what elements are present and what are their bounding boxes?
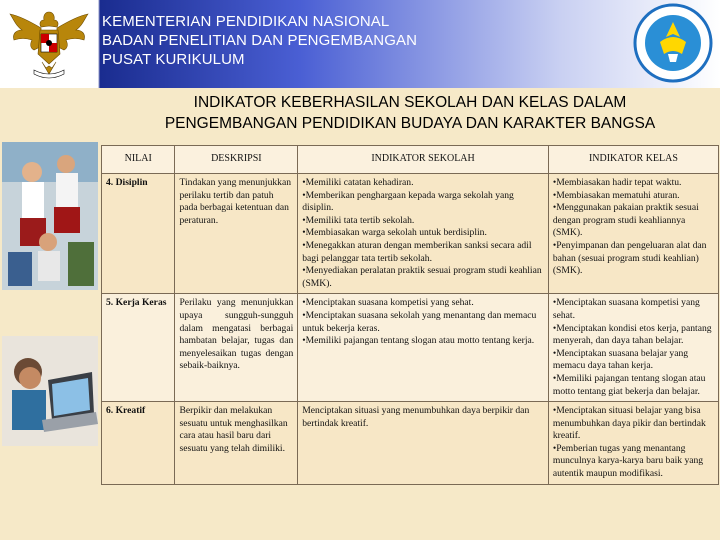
indikator-kelas-cell	[548, 402, 718, 485]
indicator-item: •Memiliki pajangan tentang slogan atau motto tentang giat bekerja dan belajar.	[552, 372, 706, 397]
indikator-sekolah-cell	[298, 294, 549, 402]
table-row	[102, 402, 719, 485]
column-header-indikator-sekolah: INDIKATOR SEKOLAH	[298, 146, 549, 174]
indicator-item: •Membiasakan warga sekolah untuk berdisiplin.	[302, 227, 487, 239]
header-line-2: BADAN PENELITIAN DAN PENGEMBANGAN	[102, 32, 418, 49]
indicator-item: •Menciptakan suasana kompetisi yang sehat.	[552, 297, 700, 321]
nilai-cell: 6. Kreatif	[102, 402, 175, 485]
indikator-kelas-cell	[548, 294, 718, 402]
indikator-kelas-cell	[548, 174, 718, 294]
table-header-row	[102, 146, 719, 174]
deskripsi-cell: Berpikir dan melakukan sesuatu untuk menghasilkan cara atau hasil baru dari sesuatu yang telah dimiliki.	[175, 402, 298, 485]
tut-wuri-handayani-icon	[630, 2, 716, 84]
indicator-item: •Memberikan penghargaan kepada warga sekolah yang disiplin.	[302, 189, 514, 214]
header-line-1: KEMENTERIAN PENDIDIKAN NASIONAL	[102, 13, 390, 30]
indicator-item: •Memiliki tata tertib sekolah.	[302, 214, 415, 226]
indicator-table	[101, 145, 719, 485]
deskripsi-cell: Perilaku yang menunjukkan upaya sungguh-sungguh dalam mengatasi berbagai hambatan belajar, tugas dan menyelesaikan tugas dengan sebaik-baiknya.	[175, 294, 298, 402]
column-header-deskripsi: DESKRIPSI	[175, 146, 298, 174]
nilai-cell: 5. Kerja Keras	[102, 294, 175, 402]
table-row	[102, 294, 719, 402]
header-banner	[0, 0, 720, 88]
page-title-line-1: INDIKATOR KEBERHASILAN SEKOLAH DAN KELAS DALAM	[193, 94, 627, 111]
indicator-item: •Menciptakan situasi belajar yang bisa menumbuhkan daya pikir dan bertindak kreatif.	[552, 405, 706, 442]
indikator-sekolah-cell	[298, 174, 549, 294]
indicator-item: •Membiasakan hadir tepat waktu.	[552, 177, 682, 188]
indicator-item: •Menciptakan suasana belajar yang memacu daya tahan kerja.	[552, 347, 689, 372]
students-photo	[2, 142, 98, 290]
indicator-item: •Menyediakan peralatan praktik sesuai program studi keahlian (SMK).	[302, 265, 542, 289]
indicator-item: Menciptakan situasi yang menumbuhkan daya berpikir dan bertindak kreatif.	[302, 405, 530, 429]
indicator-item: •Menciptakan suasana sekolah yang menantang dan memacu untuk bekerja keras.	[302, 309, 537, 334]
indicator-item: •Menciptakan suasana kompetisi yang sehat.	[302, 297, 474, 309]
table-row	[102, 174, 719, 294]
garuda-emblem-icon	[6, 4, 92, 84]
nilai-cell: 4. Disiplin	[102, 174, 175, 294]
child-laptop-photo	[2, 336, 98, 446]
left-photo-strip	[0, 88, 100, 540]
indicator-item: •Menegakkan aturan dengan memberikan sanksi secara adil bagi pelanggar tata tertib sekolah.	[302, 239, 532, 264]
header-line-3: PUSAT KURIKULUM	[102, 51, 245, 68]
indikator-sekolah-cell	[298, 402, 549, 485]
deskripsi-cell: Tindakan yang menunjukkan perilaku tertib dan patuh pada berbagai ketentuan dan peraturan.	[175, 174, 298, 294]
indicator-item: •Memiliki pajangan tentang slogan atau motto tentang kerja.	[302, 335, 535, 347]
indicator-item: •Memiliki catatan kehadiran.	[302, 177, 414, 188]
column-header-indikator-kelas: INDIKATOR KELAS	[548, 146, 718, 174]
indicator-item: •Membiasakan mematuhi aturan.	[552, 189, 680, 201]
indicator-item: •Penyimpanan dan pengeluaran alat dan bahan (sesuai program studi keahlian) (SMK).	[552, 239, 707, 277]
indicator-item: •Menciptakan kondisi etos kerja, pantang menyerah, dan daya tahan belajar.	[552, 322, 712, 347]
page-title-line-2: PENGEMBANGAN PENDIDIKAN BUDAYA DAN KARAKTER BANGSA	[164, 115, 656, 132]
header-title	[102, 12, 417, 69]
indicator-item: •Menggunakan pakaian praktik sesuai dengan program studi keahliannya (SMK).	[552, 202, 699, 239]
page-title	[100, 92, 720, 134]
column-header-nilai: NILAI	[102, 146, 175, 174]
indicator-item: •Pemberian tugas yang menantang munculnya karya-karya baru baik yang autentik maupun modifikasi.	[552, 442, 704, 480]
